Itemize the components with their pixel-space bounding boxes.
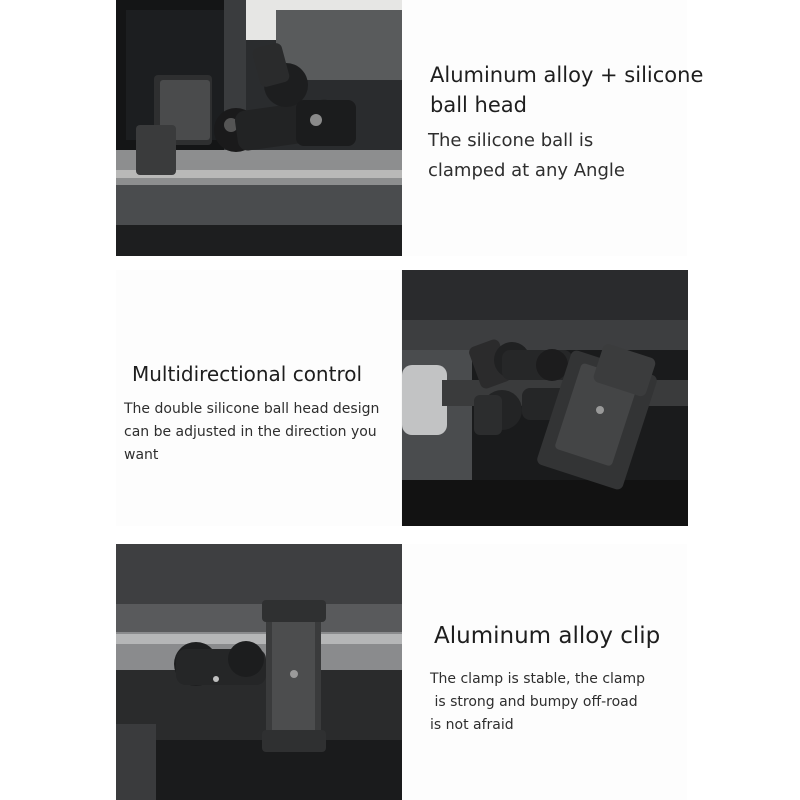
alloy-clip-photo — [116, 544, 402, 800]
title-line: Aluminum alloy + silicone — [430, 63, 704, 87]
feature-section-multidirectional — [116, 270, 687, 526]
desc-line: want — [124, 447, 159, 463]
section-description — [124, 398, 379, 467]
feature-section-alloy-clip — [116, 544, 687, 800]
title-line: Multidirectional control — [132, 362, 363, 386]
ball-head-photo — [116, 0, 402, 256]
desc-line: The double silicone ball head design — [124, 401, 380, 417]
section-description — [430, 668, 645, 737]
desc-line: The silicone ball is — [428, 130, 594, 151]
section-title — [434, 620, 660, 652]
desc-line: The clamp is stable, the clamp — [430, 671, 646, 687]
section-description — [428, 126, 625, 186]
desc-line: clamped at any Angle — [428, 160, 625, 181]
desc-line: can be adjusted in the direction you — [124, 424, 377, 440]
feature-section-ball-head — [116, 0, 704, 256]
multidirectional-photo — [402, 270, 688, 526]
title-line: Aluminum alloy clip — [434, 623, 661, 649]
section-title — [132, 360, 362, 388]
desc-line: is strong and bumpy off-road — [430, 694, 638, 710]
multidirectional-text-panel — [116, 270, 401, 526]
desc-line: is not afraid — [430, 717, 514, 733]
alloy-clip-text-panel — [402, 544, 687, 800]
section-title — [430, 60, 703, 120]
ball-head-text-panel — [402, 0, 704, 256]
title-line: ball head — [430, 93, 527, 117]
